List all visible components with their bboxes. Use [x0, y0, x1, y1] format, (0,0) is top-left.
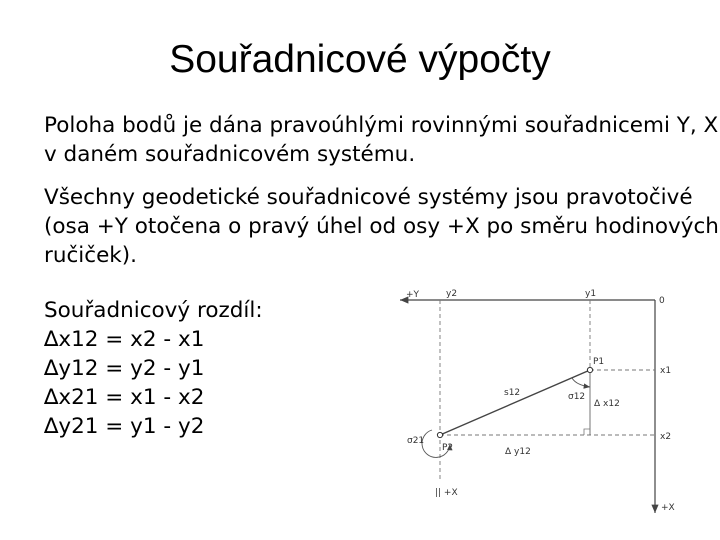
right-angle-mark	[584, 429, 590, 435]
paragraph-coordinates: Poloha bodů je dána pravoúhlými rovinnými souřadnicemi Y, X v daném souřadnicovém systému.	[44, 113, 719, 167]
angle-sigma12-arc	[572, 378, 590, 387]
parallel-x-label: || +X	[435, 488, 458, 498]
point-p1-label: P1	[593, 357, 605, 367]
formula-dx21: ∆x21 = x1 - x2	[44, 385, 205, 410]
formula-dy12: ∆y12 = y2 - y1	[44, 356, 205, 381]
delta-x12-label: Δ x12	[594, 399, 620, 409]
point-p2-label: P2	[442, 443, 454, 453]
y1-label: y1	[585, 289, 597, 299]
origin-label: 0	[659, 296, 665, 306]
y2-label: y2	[446, 289, 458, 299]
distance-s12-line	[440, 370, 590, 435]
coordinate-diagram	[380, 285, 680, 520]
x-axis-label: +X	[661, 503, 675, 513]
formula-dx12: ∆x12 = x2 - x1	[44, 327, 205, 352]
angle-sigma12-label: σ12	[568, 392, 586, 402]
point-p1	[587, 367, 592, 372]
slide-title: Souřadnicové výpočty	[169, 38, 551, 81]
paragraph-right-handed: Všechny geodetické souřadnicové systémy jsou pravotočivé (osa +Y otočena o pravý úhel od osy +X po směru hodinových ručiček).	[44, 185, 719, 268]
x2-label: x2	[660, 432, 672, 442]
angle-sigma21-label: σ21	[407, 436, 425, 446]
x1-label: x1	[660, 366, 672, 376]
formula-block	[44, 296, 263, 441]
formula-heading: Souřadnicový rozdíl:	[44, 298, 263, 323]
point-p2	[437, 432, 442, 437]
y-axis-label: +Y	[406, 290, 420, 300]
distance-s12-label: s12	[504, 388, 521, 398]
delta-y12-label: Δ y12	[505, 447, 531, 457]
formula-dy21: ∆y21 = y1 - y2	[44, 414, 205, 439]
